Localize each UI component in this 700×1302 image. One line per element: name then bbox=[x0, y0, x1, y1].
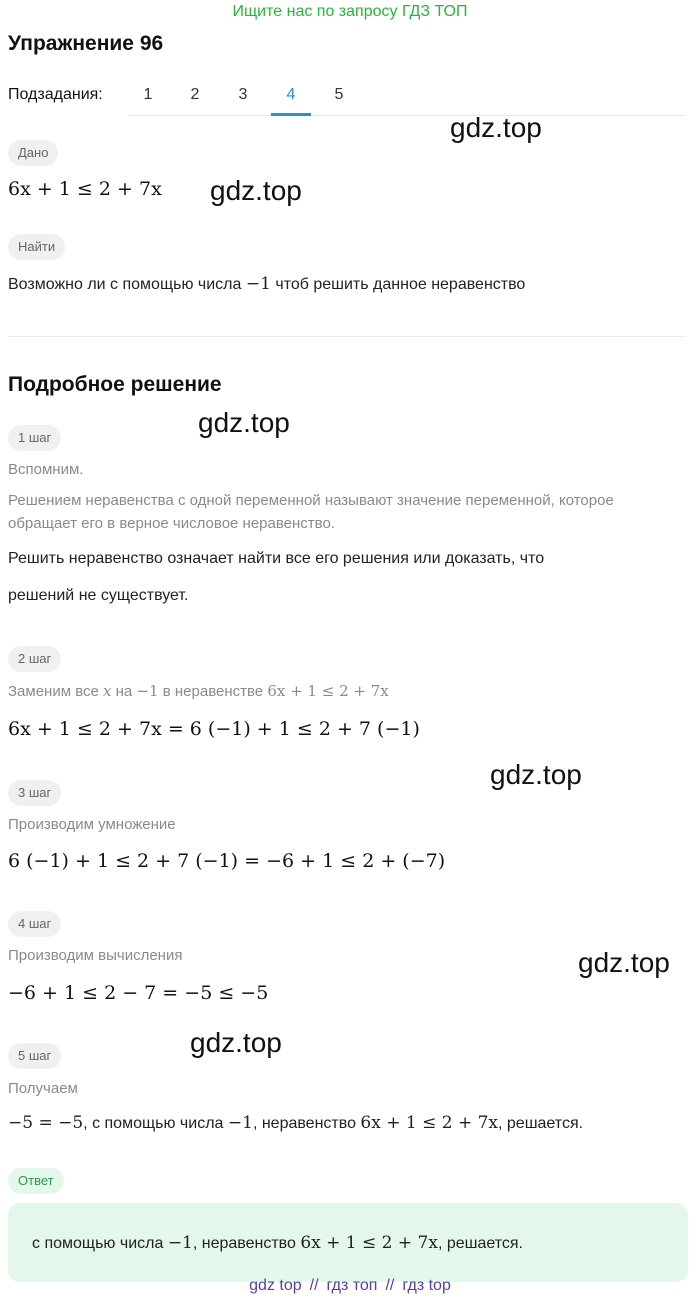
search-banner: Ищите нас по запросу ГДЗ ТОП bbox=[232, 3, 468, 20]
subtasks-label: Подзадания: bbox=[8, 86, 103, 103]
watermark: gdz.top bbox=[210, 175, 302, 206]
step-1-hint: Вспомним. bbox=[8, 461, 84, 478]
watermark: gdz.top bbox=[198, 407, 290, 438]
step-4-label: 4 шаг bbox=[8, 911, 61, 937]
solution-title: Подробное решение bbox=[8, 373, 222, 396]
step-1-rule-line-1: Решить неравенство означает найти все его решения или доказать, что bbox=[8, 550, 545, 567]
step-2-hint: Заменим все x на −1 в неравенстве 6x + 1 ≤ 2 + 7x bbox=[8, 682, 389, 700]
given-formula: 6x + 1 ≤ 2 + 7x bbox=[8, 178, 162, 200]
footer-links bbox=[0, 1277, 700, 1295]
step-3-hint: Производим умножение bbox=[8, 816, 176, 833]
step-4-formula: −6 + 1 ≤ 2 − 7 = −5 ≤ −5 bbox=[8, 982, 269, 1004]
step-1-rule-line-2: решений не существует. bbox=[8, 587, 189, 604]
step-3-label: 3 шаг bbox=[8, 780, 61, 806]
watermark: gdz.top bbox=[490, 759, 582, 790]
step-3-formula: 6 (−1) + 1 ≤ 2 + 7 (−1) = −6 + 1 ≤ 2 + (−7) bbox=[8, 850, 446, 872]
footer-link-1[interactable]: gdz top bbox=[249, 1277, 302, 1294]
tab-subtask-5[interactable]: 5 bbox=[334, 86, 344, 103]
find-text: Возможно ли с помощью числа −1 чтоб решить данное неравенство bbox=[8, 274, 526, 294]
footer-link-2[interactable]: гдз топ bbox=[326, 1277, 378, 1294]
watermark: gdz.top bbox=[450, 112, 542, 143]
active-tab-indicator bbox=[271, 113, 311, 116]
tab-subtask-3[interactable]: 3 bbox=[238, 86, 248, 103]
answer-label: Ответ bbox=[8, 1168, 64, 1194]
step-2-label: 2 шаг bbox=[8, 646, 61, 672]
section-divider bbox=[8, 336, 686, 337]
step-1-label: 1 шаг bbox=[8, 425, 61, 451]
footer-link-3[interactable]: гдз top bbox=[402, 1277, 451, 1294]
tab-subtask-4[interactable]: 4 bbox=[286, 86, 296, 103]
tab-subtask-2[interactable]: 2 bbox=[190, 86, 200, 103]
step-5-result: −5 = −5, с помощью числа −1, неравенство 6x + 1 ≤ 2 + 7x, решается. bbox=[8, 1113, 584, 1133]
step-4-hint: Производим вычисления bbox=[8, 947, 183, 964]
watermark: gdz.top bbox=[190, 1027, 282, 1058]
tab-subtask-1[interactable]: 1 bbox=[143, 86, 153, 103]
step-5-label: 5 шаг bbox=[8, 1043, 61, 1069]
step-1-definition-line-1: Решением неравенства с одной переменной называют значение переменной, которое bbox=[8, 492, 614, 509]
answer-text: с помощью числа −1, неравенство 6x + 1 ≤ 2 + 7x, решается. bbox=[32, 1233, 523, 1253]
step-5-hint: Получаем bbox=[8, 1080, 78, 1097]
page-title: Упражнение 96 bbox=[8, 32, 164, 55]
watermark: gdz.top bbox=[578, 947, 670, 978]
step-2-formula: 6x + 1 ≤ 2 + 7x = 6 (−1) + 1 ≤ 2 + 7 (−1) bbox=[8, 718, 420, 740]
find-label: Найти bbox=[8, 234, 65, 260]
step-1-definition-line-2: обращает его в верное числовое неравенство. bbox=[8, 515, 335, 532]
footer-separator: // bbox=[309, 1277, 319, 1294]
footer-separator: // bbox=[385, 1277, 395, 1294]
given-label: Дано bbox=[8, 140, 58, 166]
tabs-divider bbox=[128, 115, 686, 116]
